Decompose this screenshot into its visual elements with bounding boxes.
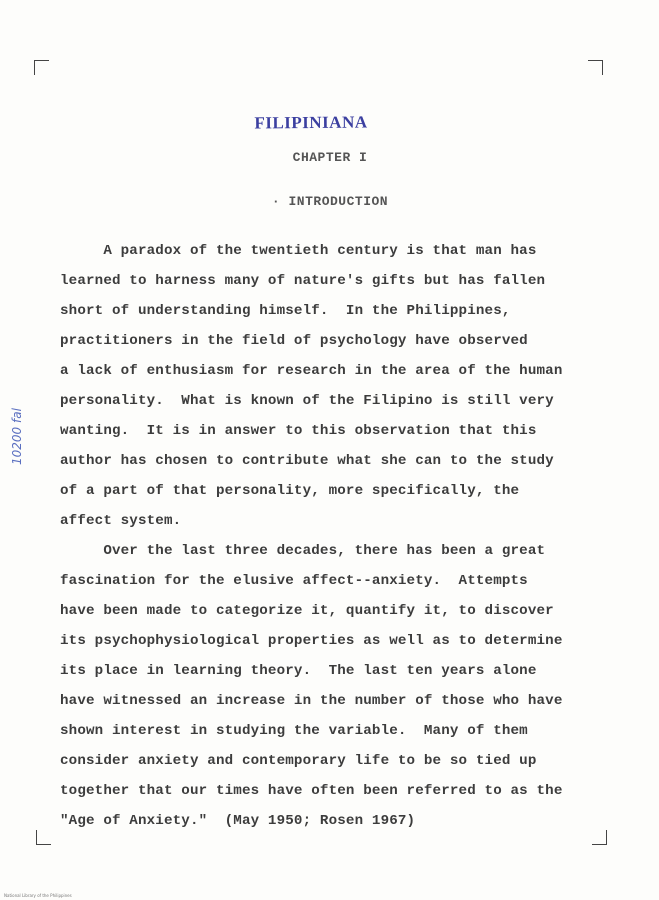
text-line: A paradox of the twentieth century is that man has <box>60 243 537 259</box>
scan-footer: National Library of the Philippines <box>4 893 72 898</box>
text-line: "Age of Anxiety." (May 1950; Rosen 1967) <box>60 813 416 829</box>
text-line: wanting. It is in answer to this observation that this <box>60 423 537 439</box>
text-line: short of understanding himself. In the Philippines, <box>60 303 511 319</box>
body-text <box>60 236 600 836</box>
section-heading: · INTRODUCTION <box>271 194 389 209</box>
filipiniana-stamp: FILIPINIANA <box>254 112 368 133</box>
text-line: fascination for the elusive affect--anxiety. Attempts <box>60 573 528 589</box>
text-line: a lack of enthusiasm for research in the area of the human <box>60 363 563 379</box>
text-line: together that our times have often been referred to as the <box>60 783 563 799</box>
crop-mark-bottom-left <box>36 830 51 845</box>
text-line: shown interest in studying the variable. Many of them <box>60 723 528 739</box>
chapter-heading: CHAPTER I <box>292 150 368 165</box>
text-line: practitioners in the field of psychology have observed <box>60 333 528 349</box>
crop-mark-top-left <box>34 60 49 75</box>
crop-mark-top-right <box>588 60 603 75</box>
text-line: learned to harness many of nature's gifts but has fallen <box>60 273 546 289</box>
text-line: its psychophysiological properties as well as to determine <box>60 633 563 649</box>
text-line: consider anxiety and contemporary life to be so tied up <box>60 753 537 769</box>
text-line: its place in learning theory. The last ten years alone <box>60 663 537 679</box>
text-line: of a part of that personality, more specifically, the <box>60 483 520 499</box>
text-line: have been made to categorize it, quantify it, to discover <box>60 603 554 619</box>
text-line: personality. What is known of the Filipino is still very <box>60 393 554 409</box>
text-line: have witnessed an increase in the number of those who have <box>60 693 563 709</box>
handwritten-margin-note: 10200 fal <box>10 408 24 465</box>
text-line: affect system. <box>60 513 182 529</box>
text-line: author has chosen to contribute what she can to the study <box>60 453 554 469</box>
text-line: Over the last three decades, there has been a great <box>60 543 546 559</box>
